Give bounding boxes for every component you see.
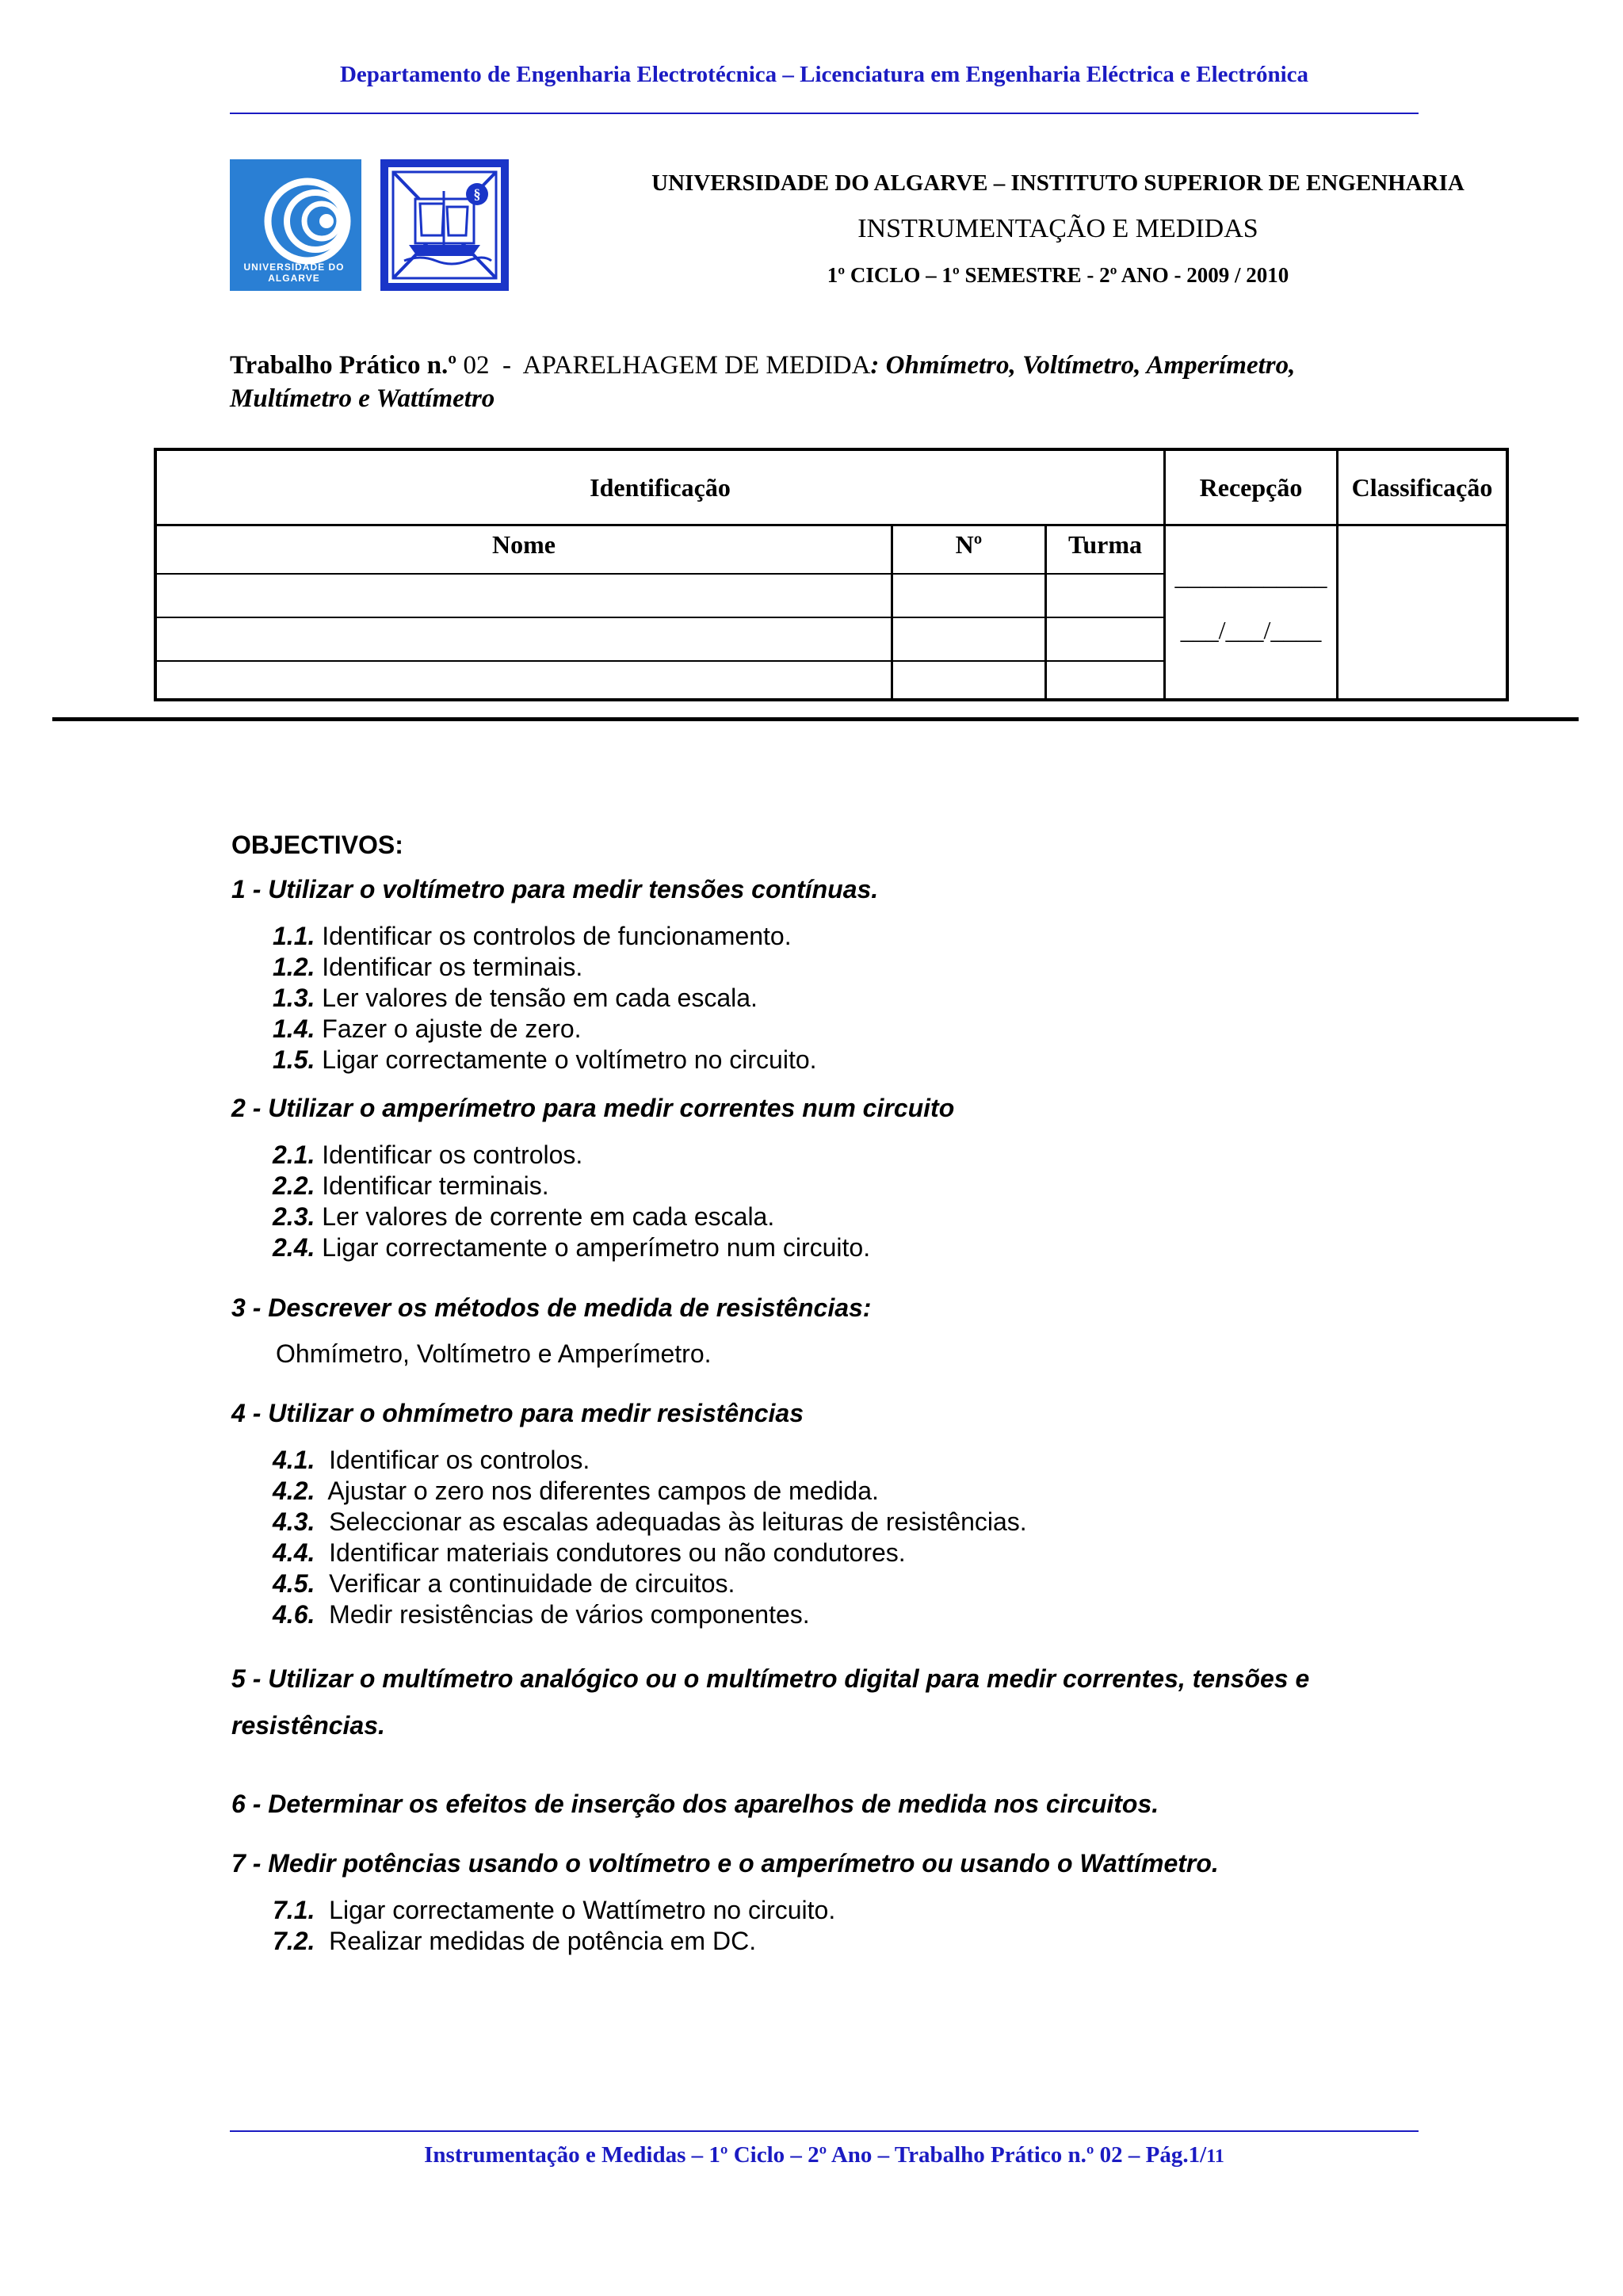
work-title-prefix: Trabalho Prático n.º — [230, 351, 457, 380]
objective-2-2: 2.2. Identificar terminais. — [273, 1171, 549, 1200]
nome-header: Nome — [492, 530, 556, 559]
section-divider — [52, 717, 1579, 721]
identification-table — [154, 448, 1509, 701]
objective-4-6: 4.6. Medir resistências de vários componentes. — [273, 1600, 810, 1629]
department-header: Departamento de Engenharia Electrotécnica – Licenciatura em Engenharia Eléctrica e Electrónica — [339, 62, 1309, 87]
cycle-semester-line: 1º CICLO – 1º SEMESTRE - 2º ANO - 2009 / 2010 — [827, 263, 1289, 287]
svg-text:§: § — [473, 186, 481, 202]
objective-3-heading: 3 - Descrever os métodos de medida de resistências: — [231, 1293, 872, 1322]
objective-5-heading-line2: resistências. — [231, 1711, 385, 1740]
objective-5-heading-line1: 5 - Utilizar o multímetro analógico ou o multímetro digital para medir correntes, tensões e — [231, 1664, 1310, 1693]
objectives-title: OBJECTIVOS: — [231, 831, 403, 859]
work-title-topic: APARELHAGEM DE MEDIDA — [522, 351, 871, 380]
work-title-instruments: : Ohmímetro, Voltímetro, Amperímetro, Multímetro e Wattímetro — [230, 351, 1296, 413]
objective-4-heading: 4 - Utilizar o ohmímetro para medir resistências — [231, 1399, 804, 1427]
recepcao-header: Recepção — [1199, 473, 1303, 502]
objective-2-4: 2.4. Ligar correctamente o amperímetro num circuito. — [273, 1233, 871, 1262]
objective-2-1: 2.1. Identificar os controlos. — [273, 1140, 583, 1169]
course-name: INSTRUMENTAÇÃO E MEDIDAS — [857, 214, 1258, 243]
objective-2-heading: 2 - Utilizar o amperímetro para medir correntes num circuito — [231, 1094, 955, 1122]
work-title — [230, 349, 1419, 415]
recepcao-date-line: ___/___/____ — [1180, 616, 1322, 644]
footer-text: Instrumentação e Medidas – 1º Ciclo – 2º Ano – Trabalho Prático n.º 02 – Pág.1/ — [424, 2142, 1207, 2168]
header-rule — [230, 113, 1419, 114]
objective-7-1: 7.1. Ligar correctamente o Wattímetro no circuito. — [273, 1896, 836, 1924]
numero-header: Nº — [955, 530, 983, 559]
work-title-number: 02 - — [456, 351, 523, 380]
objective-4-1: 4.1. Identificar os controlos. — [273, 1446, 590, 1474]
objective-3-text: Ohmímetro, Voltímetro e Amperímetro. — [276, 1339, 712, 1368]
recepcao-signature-line: ____________ — [1174, 562, 1327, 590]
classificacao-header: Classificação — [1351, 473, 1493, 502]
caravel-ship-icon — [380, 159, 509, 291]
objective-1-heading: 1 - Utilizar o voltímetro para medir tensões contínuas. — [231, 875, 879, 904]
objective-7-2: 7.2. Realizar medidas de potência em DC. — [273, 1927, 757, 1955]
objective-7-heading: 7 - Medir potências usando o voltímetro e o amperímetro ou usando o Wattímetro. — [231, 1849, 1219, 1878]
university-name: UNIVERSIDADE DO ALGARVE – INSTITUTO SUPERIOR DE ENGENHARIA — [651, 170, 1465, 196]
ualg-logo-text: UNIVERSIDADE DO ALGARVE — [243, 262, 345, 284]
identificacao-header: Identificação — [590, 473, 731, 502]
objective-4-3: 4.3. Seleccionar as escalas adequadas às leituras de resistências. — [273, 1507, 1027, 1536]
objective-1-3: 1.3. Ler valores de tensão em cada escala. — [273, 984, 758, 1012]
objective-1-2: 1.2. Identificar os terminais. — [273, 953, 583, 981]
objective-4-5: 4.5. Verificar a continuidade de circuitos. — [273, 1569, 735, 1598]
objective-2-3: 2.3. Ler valores de corrente em cada escala. — [273, 1202, 775, 1231]
objective-1-5: 1.5. Ligar correctamente o voltímetro no circuito. — [273, 1045, 817, 1074]
objective-1-1: 1.1. Identificar os controlos de funcionamento. — [273, 922, 792, 950]
objective-1-4: 1.4. Fazer o ajuste de zero. — [273, 1014, 582, 1043]
footer-rule — [230, 2130, 1419, 2132]
objective-4-2: 4.2. Ajustar o zero nos diferentes campos de medida. — [273, 1477, 879, 1505]
footer-page-total: 11 — [1206, 2146, 1224, 2167]
ise-logo — [380, 159, 509, 291]
page-footer — [230, 2142, 1419, 2168]
objective-6-heading: 6 - Determinar os efeitos de inserção dos aparelhos de medida nos circuitos. — [231, 1790, 1159, 1818]
objective-4-4: 4.4. Identificar materiais condutores ou não condutores. — [273, 1538, 906, 1567]
turma-header: Turma — [1067, 530, 1143, 559]
